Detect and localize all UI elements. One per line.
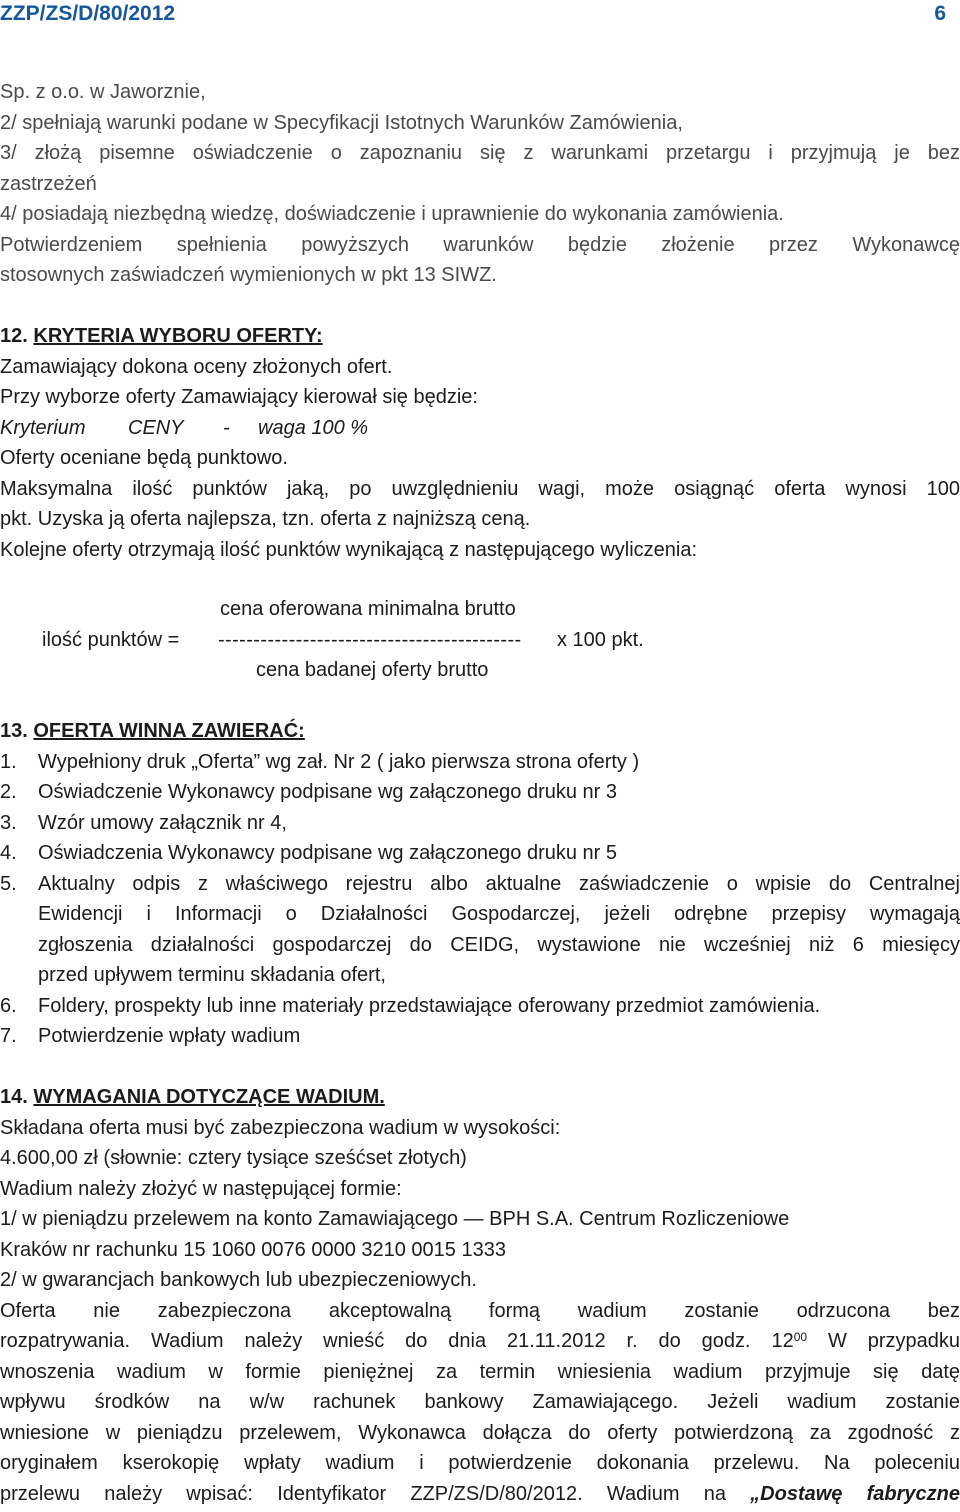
intro-conditions xyxy=(0,77,960,291)
text-line: Sp. z o.o. w Jaworznie, xyxy=(0,81,206,103)
list-item xyxy=(0,808,960,839)
text-line xyxy=(0,1479,960,1510)
deadline-text: rozpatrywania. Wadium należy wnieść do dnia 21.11.2012 r. do godz. 12 xyxy=(0,1330,794,1352)
text-line: wpływu środków na w/w rachunek bankowy Zamawiającego. Jeżeli wadium zostanie xyxy=(0,1391,960,1413)
criterion-line xyxy=(0,413,960,444)
text-line: 2/ spełniają warunki podane w Specyfikacji Istotnych Warunków Zamówienia, xyxy=(0,111,683,134)
text-line: 4.600,00 zł (słownie: cztery tysiące sześćset złotych) xyxy=(0,1147,467,1169)
text-line: Składana oferta musi być zabezpieczona wadium w wysokości: xyxy=(0,1116,561,1139)
section-title: KRYTERIA WYBORU OFERTY: xyxy=(33,325,323,347)
section-12 xyxy=(0,321,960,565)
section-heading xyxy=(0,716,960,747)
list-text: przed upływem terminu składania ofert, xyxy=(38,964,386,986)
document-code: ZZP/ZS/D/80/2012 xyxy=(0,2,176,25)
text-line: Kolejne oferty otrzymają ilość punktów wynikającą z następującego wyliczenia: xyxy=(0,538,698,561)
text-line: 2/ w gwarancjach bankowych lub ubezpieczeniowych. xyxy=(0,1269,477,1291)
formula-numerator: cena oferowana minimalna brutto xyxy=(220,598,516,620)
text-line: wnoszenia wadium w formie pieniężnej za termin wniesienia wadium przyjmuje się datę xyxy=(0,1360,960,1383)
text-fragment: W przypadku xyxy=(827,1330,960,1352)
list-item xyxy=(0,838,960,869)
text-line: Przy wyborze oferty Zamawiający kierował się będzie: xyxy=(0,386,478,408)
text-line: Oferta nie zabezpieczona akceptowalną formą wadium zostanie odrzucona bez xyxy=(0,1299,960,1322)
list-item xyxy=(0,869,960,991)
deadline-superscript: 00 xyxy=(793,1330,808,1344)
list-text: Aktualny odpis z właściwego rejestru albo aktualne zaświadczenie o wpisie do Centralnej xyxy=(38,872,960,895)
formula-numerator-row xyxy=(0,594,960,625)
criterion-name: Kryterium xyxy=(0,416,86,439)
formula-main-row xyxy=(0,625,960,656)
section-number: 14. xyxy=(0,1086,28,1108)
list-item xyxy=(0,991,960,1022)
text-line: Wadium należy złożyć w następującej formie: xyxy=(0,1177,402,1200)
text-line xyxy=(0,1326,960,1357)
section-number: 13. xyxy=(0,720,28,742)
list-number: 3. xyxy=(0,811,17,834)
criterion-value: CENY xyxy=(128,416,184,439)
list-number: 4. xyxy=(0,842,17,864)
text-line: pkt. Uzyska ją oferta najlepsza, tzn. oferta z najniższą ceną. xyxy=(0,508,531,530)
list-item xyxy=(0,747,960,778)
section-title: WYMAGANIA DOTYCZĄCE WADIUM. xyxy=(33,1086,385,1108)
list-text: Foldery, prospekty lub inne materiały przedstawiające oferowany przedmiot zamówienia. xyxy=(38,994,821,1017)
points-formula xyxy=(0,594,960,686)
text-line: Maksymalna ilość punktów jaką, po uwzględnieniu wagi, może osiągnąć oferta wynosi 100 xyxy=(0,477,960,500)
text-line: oryginałem kserokopię wpłaty wadium i potwierdzenie dokonania przelewu. Na poleceniu xyxy=(0,1452,960,1474)
list-text: Wypełniony druk „Oferta” wg zał. Nr 2 ( jako pierwsza strona oferty ) xyxy=(38,750,640,773)
section-number: 12. xyxy=(0,325,28,347)
text-line: 3/ złożą pisemne oświadczenie o zapoznaniu się z warunkami przetargu i przyjmują je bez xyxy=(0,142,960,164)
list-number: 2. xyxy=(0,781,17,803)
formula-bar: ------------------------------------------- xyxy=(218,628,522,651)
text-line: stosownych zaświadczeń wymienionych w pkt 13 SIWZ. xyxy=(0,264,497,286)
list-number: 6. xyxy=(0,994,17,1017)
text-line: Kraków nr rachunku 15 1060 0076 0000 3210 0015 1333 xyxy=(0,1238,506,1261)
section-heading xyxy=(0,321,960,352)
text-line: Oferty oceniane będą punktowo. xyxy=(0,447,288,469)
section-14 xyxy=(0,1082,960,1509)
list-text: Wzór umowy załącznik nr 4, xyxy=(38,811,287,834)
text-line: 1/ w pieniądzu przelewem na konto Zamawiającego — BPH S.A. Centrum Rozliczeniowe xyxy=(0,1208,790,1230)
criterion-weight: waga 100 % xyxy=(258,416,369,439)
list-number: 5. xyxy=(0,872,17,895)
list-text: Oświadczenia Wykonawcy podpisane wg załączonego druku nr 5 xyxy=(38,842,618,864)
formula-denominator: cena badanej oferty brutto xyxy=(256,659,489,681)
list-text: Oświadczenie Wykonawcy podpisane wg załączonego druku nr 3 xyxy=(38,781,618,803)
text-line: 4/ posiadają niezbędną wiedzę, doświadczenie i uprawnienie do wykonania zamówienia. xyxy=(0,203,784,225)
list-text: Potwierdzenie wpłaty wadium xyxy=(38,1025,301,1047)
list-number: 1. xyxy=(0,750,17,773)
text-line: wniesione w pieniądzu przelewem, Wykonawca dołącza do oferty potwierdzoną za zgodność z xyxy=(0,1421,960,1444)
list-item xyxy=(0,1021,960,1052)
section-13 xyxy=(0,716,960,1052)
criterion-dash: - xyxy=(223,416,230,439)
formula-multiplier: x 100 pkt. xyxy=(557,628,644,651)
text-line: zastrzeżeń xyxy=(0,172,97,195)
section-title: OFERTA WINNA ZAWIERAĆ: xyxy=(33,720,305,742)
emphasized-title: „Dostawę fabryczne xyxy=(750,1482,960,1505)
list-number: 7. xyxy=(0,1025,17,1047)
page-number: 6 xyxy=(934,2,946,25)
page-header xyxy=(0,2,960,28)
formula-denominator-row xyxy=(0,655,960,686)
formula-label: ilość punktów = xyxy=(42,628,180,651)
list-text: zgłoszenia działalności gospodarczej do CEIDG, wystawione nie wcześniej niż 6 miesięcy xyxy=(38,933,960,956)
text-line: Potwierdzeniem spełnienia powyższych warunków będzie złożenie przez Wykonawcę xyxy=(0,233,960,256)
text-fragment: przelewu należy wpisać: Identyfikator ZZP/ZS/D/80/2012. Wadium na xyxy=(0,1482,726,1505)
text-line: Zamawiający dokona oceny złożonych ofert. xyxy=(0,355,393,378)
list-text: Ewidencji i Informacji o Działalności Gospodarczej, jeżeli odrębne przepisy wymagają xyxy=(38,903,960,925)
section-heading xyxy=(0,1082,960,1113)
list-item xyxy=(0,777,960,808)
